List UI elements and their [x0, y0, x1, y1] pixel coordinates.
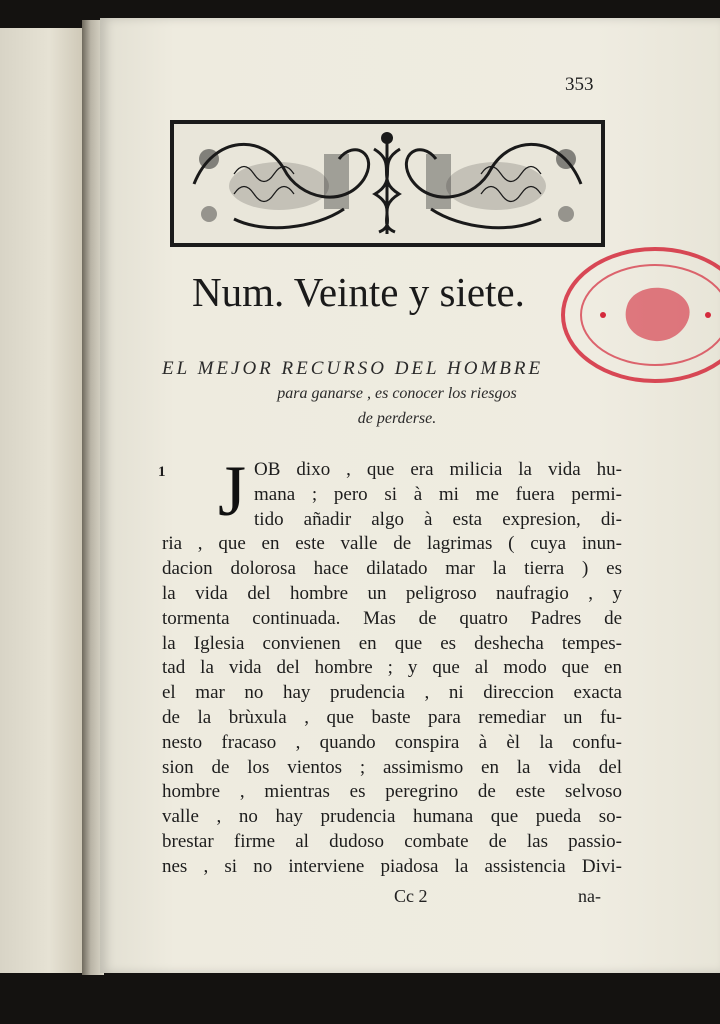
paragraph-number: 1: [158, 464, 166, 480]
text-line: valle , no hay prudencia humana que pueda so-: [162, 806, 622, 828]
text-line: ria , que en este valle de lagrimas ( cuya inun-: [162, 533, 622, 555]
text-line: tormenta continuada. Mas de quatro Padres de: [162, 607, 622, 629]
text-line: dacion dolorosa hace dilatado mar la tierra ) es: [162, 558, 622, 580]
text-line: tido añadir algo à esta expresion, di-: [254, 508, 622, 530]
text-line: hombre , mientras es peregrino de este selvoso: [162, 781, 622, 803]
background-shadow: [0, 975, 720, 1024]
page-number: 353: [565, 74, 594, 95]
text-line: brestar firme al dudoso combate de las passio-: [162, 830, 622, 852]
signature-mark: Cc 2: [394, 886, 428, 906]
text-line: la Iglesia convienen en que es deshecha tempes-: [162, 632, 622, 654]
text-line: la vida del hombre un peligroso naufragio , y: [162, 582, 622, 604]
subtitle-line-1: EL MEJOR RECURSO DEL HOMBRE: [162, 358, 544, 379]
text-line: OB dixo , que era milicia la vida hu-: [254, 459, 622, 480]
text-line: tad la vida del hombre ; y que al modo que en: [162, 657, 622, 679]
facing-page-edge: [0, 28, 84, 973]
drop-cap: J: [218, 451, 247, 531]
text-line: de la brùxula , que baste para remediar un fu-: [162, 706, 622, 728]
body-paragraph: [158, 451, 622, 880]
catchword: na-: [578, 886, 601, 906]
text-line: nesto fracaso , quando conspira à èl la confu-: [162, 731, 622, 753]
text-line: mana ; pero si à mi me fuera permi-: [254, 483, 622, 505]
decorative-headpiece: [170, 120, 605, 247]
library-stamp-icon: [558, 243, 720, 388]
ornament-engraving-icon: [174, 124, 601, 243]
section-title: Num. Veinte y siete.: [192, 269, 525, 315]
text-line: el mar no hay prudencia , ni direccion exacta: [162, 682, 622, 704]
text-line: sion de los vientos ; assimismo en la vida del: [162, 756, 622, 778]
subtitle-line-2: para ganarse , es conocer los riesgos: [277, 385, 517, 402]
subtitle-line-3: de perderse.: [357, 410, 437, 427]
book-page: [100, 18, 720, 973]
text-line: nes , si no interviene piadosa la assistencia Divi-: [162, 855, 622, 877]
